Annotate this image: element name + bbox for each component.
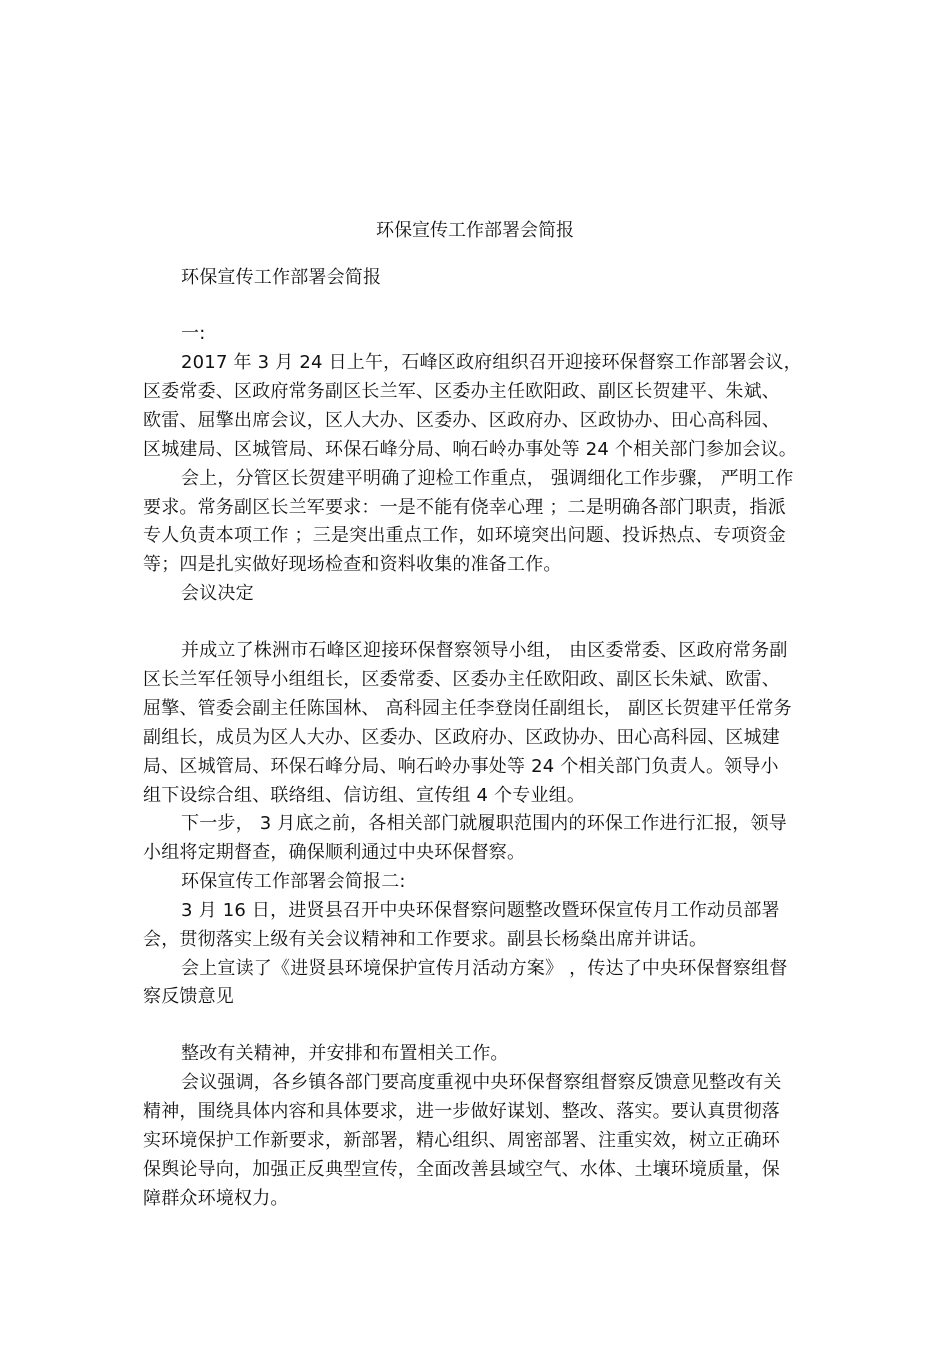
document-title: 环保宣传工作部署会简报 <box>376 220 574 241</box>
paragraph-line: 2017 年 3 月 24 日上午，石峰区政府组织召开迎接环保督察工作部署会议， <box>181 352 802 373</box>
paragraph-line: 会上，分管区长贺建平明确了迎检工作重点， 强调细化工作步骤， 严明工作 <box>181 468 794 489</box>
paragraph-line: 小组将定期督查，确保顺利通过中央环保督察。 <box>143 842 526 863</box>
subtitle: 环保宣传工作部署会简报 <box>181 267 382 288</box>
paragraph-line: 会上宣读了《进贤县环境保护宣传月活动方案》 ，传达了中央环保督察组督 <box>181 958 788 979</box>
paragraph-line: 区委常委、区政府常务副区长兰军、区委办主任欧阳政、副区长贺建平、朱斌、 <box>143 381 780 402</box>
paragraph-line: 要求。常务副区长兰军要求：一是不能有侥幸心理 ；二是明确各部门职责，指派 <box>143 497 786 518</box>
section-marker: 一: <box>181 323 206 344</box>
paragraph-line: 实环境保护工作新要求，新部署，精心组织、周密部署、注重实效，树立正确环 <box>143 1130 780 1151</box>
paragraph-line: 屈擎、管委会副主任陈国林、 高科园主任李登岗任副组长， 副区长贺建平任常务 <box>143 698 792 719</box>
paragraph-line: 等；四是扎实做好现场检查和资料收集的准备工作。 <box>143 554 562 575</box>
paragraph-line: 会，贯彻落实上级有关会议精神和工作要求。副县长杨燊出席并讲话。 <box>143 929 708 950</box>
paragraph-line: 会议强调，各乡镇各部门要高度重视中央环保督察组督察反馈意见整改有关 <box>181 1072 782 1093</box>
paragraph-line: 副组长，成员为区人大办、区委办、区政府办、区政协办、田心高科园、区城建 <box>143 727 780 748</box>
paragraph-line: 欧雷、屈擎出席会议，区人大办、区委办、区政府办、区政协办、田心高科园、 <box>143 410 780 431</box>
paragraph-line: 察反馈意见 <box>143 986 234 1007</box>
paragraph-line: 会议决定 <box>181 583 254 604</box>
paragraph-line: 局、区城管局、环保石峰分局、响石岭办事处等 24 个相关部门负责人。领导小 <box>143 756 779 777</box>
paragraph-line: 整改有关精神，并安排和布置相关工作。 <box>181 1043 509 1064</box>
paragraph-line: 精神，围绕具体内容和具体要求，进一步做好谋划、整改、落实。要认真贯彻落 <box>143 1101 780 1122</box>
section-heading: 环保宣传工作部署会简报二: <box>181 871 406 892</box>
paragraph-line: 区长兰军任领导小组组长，区委常委、区委办主任欧阳政、副区长朱斌、欧雷、 <box>143 669 780 690</box>
paragraph-line: 并成立了株洲市石峰区迎接环保督察领导小组， 由区委常委、区政府常务副 <box>181 640 788 661</box>
paragraph-line: 区城建局、区城管局、环保石峰分局、响石岭办事处等 24 个相关部门参加会议。 <box>143 439 797 460</box>
paragraph-line: 保舆论导向，加强正反典型宣传，全面改善县域空气、水体、土壤环境质量，保 <box>143 1159 780 1180</box>
paragraph-line: 组下设综合组、联络组、信访组、宣传组 4 个专业组。 <box>143 785 586 806</box>
paragraph-line: 3 月 16 日，进贤县召开中央环保督察问题整改暨环保宣传月工作动员部署 <box>181 900 780 921</box>
paragraph-line: 障群众环境权力。 <box>143 1188 289 1209</box>
paragraph-line: 专人负责本项工作 ；三是突出重点工作，如环境突出问题、投诉热点、专项资金 <box>143 525 786 546</box>
paragraph-line: 下一步， 3 月底之前，各相关部门就履职范围内的环保工作进行汇报，领导 <box>181 813 787 834</box>
